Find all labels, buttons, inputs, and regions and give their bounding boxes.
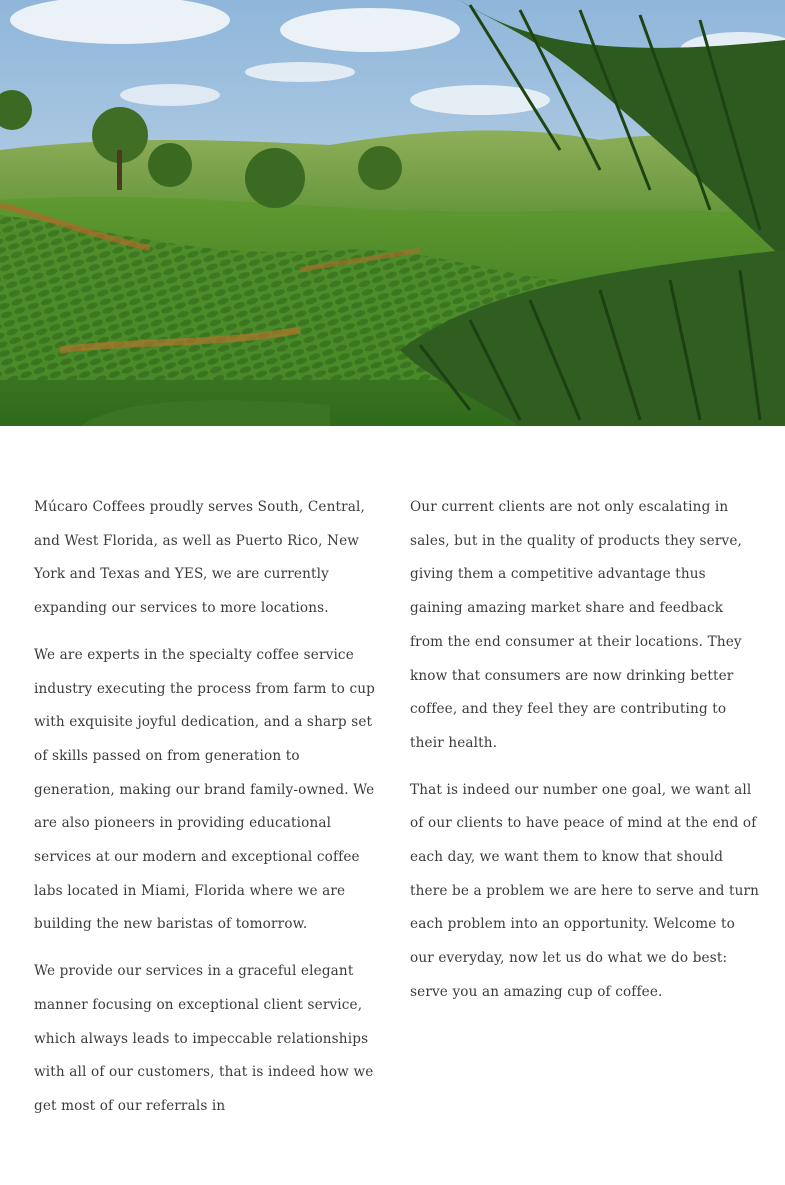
paragraph-client-service: We provide our services in a graceful elegant manner focusing on exceptional client service, which always leads to impeccable relationships with all of our customers, that is indeed how we get most of our referrals in <box>34 963 374 1114</box>
left-column <box>34 491 384 1137</box>
right-column <box>410 491 760 1023</box>
hero-image <box>0 0 785 426</box>
paragraph-service-areas: Múcaro Coffees proudly serves South, Central, and West Florida, as well as Puerto Rico, New York and Texas and YES, we are currently expanding our services to more locations. <box>34 499 365 617</box>
paragraph-current-clients: Our current clients are not only escalating in sales, but in the quality of products they serve, giving them a competitive advantage thus gaining amazing market share and feedback from the end consumer at their locations. They know that consumers are now drinking better coffee, and they feel they are contributing to their health. <box>410 499 742 751</box>
article-content <box>0 426 785 1185</box>
paragraph-expertise: We are experts in the specialty coffee service industry executing the process from farm to cup with exquisite joyful dedication, and a sharp set of skills passed on from generation to generation, making our brand family-owned. We are also pioneers in providing educational services at our modern and exceptional coffee labs located in Miami, Florida where we are building the new baristas of tomorrow. <box>34 646 375 933</box>
coffee-farm-illustration <box>0 0 785 426</box>
paragraph-goal: That is indeed our number one goal, we want all of our clients to have peace of mind at the end of each day, we want them to know that should there be a problem we are here to serve and turn each problem into an opportunity. Welcome to our everyday, now let us do what we do best: serve you an amazing cup of coffee. <box>410 781 760 1000</box>
